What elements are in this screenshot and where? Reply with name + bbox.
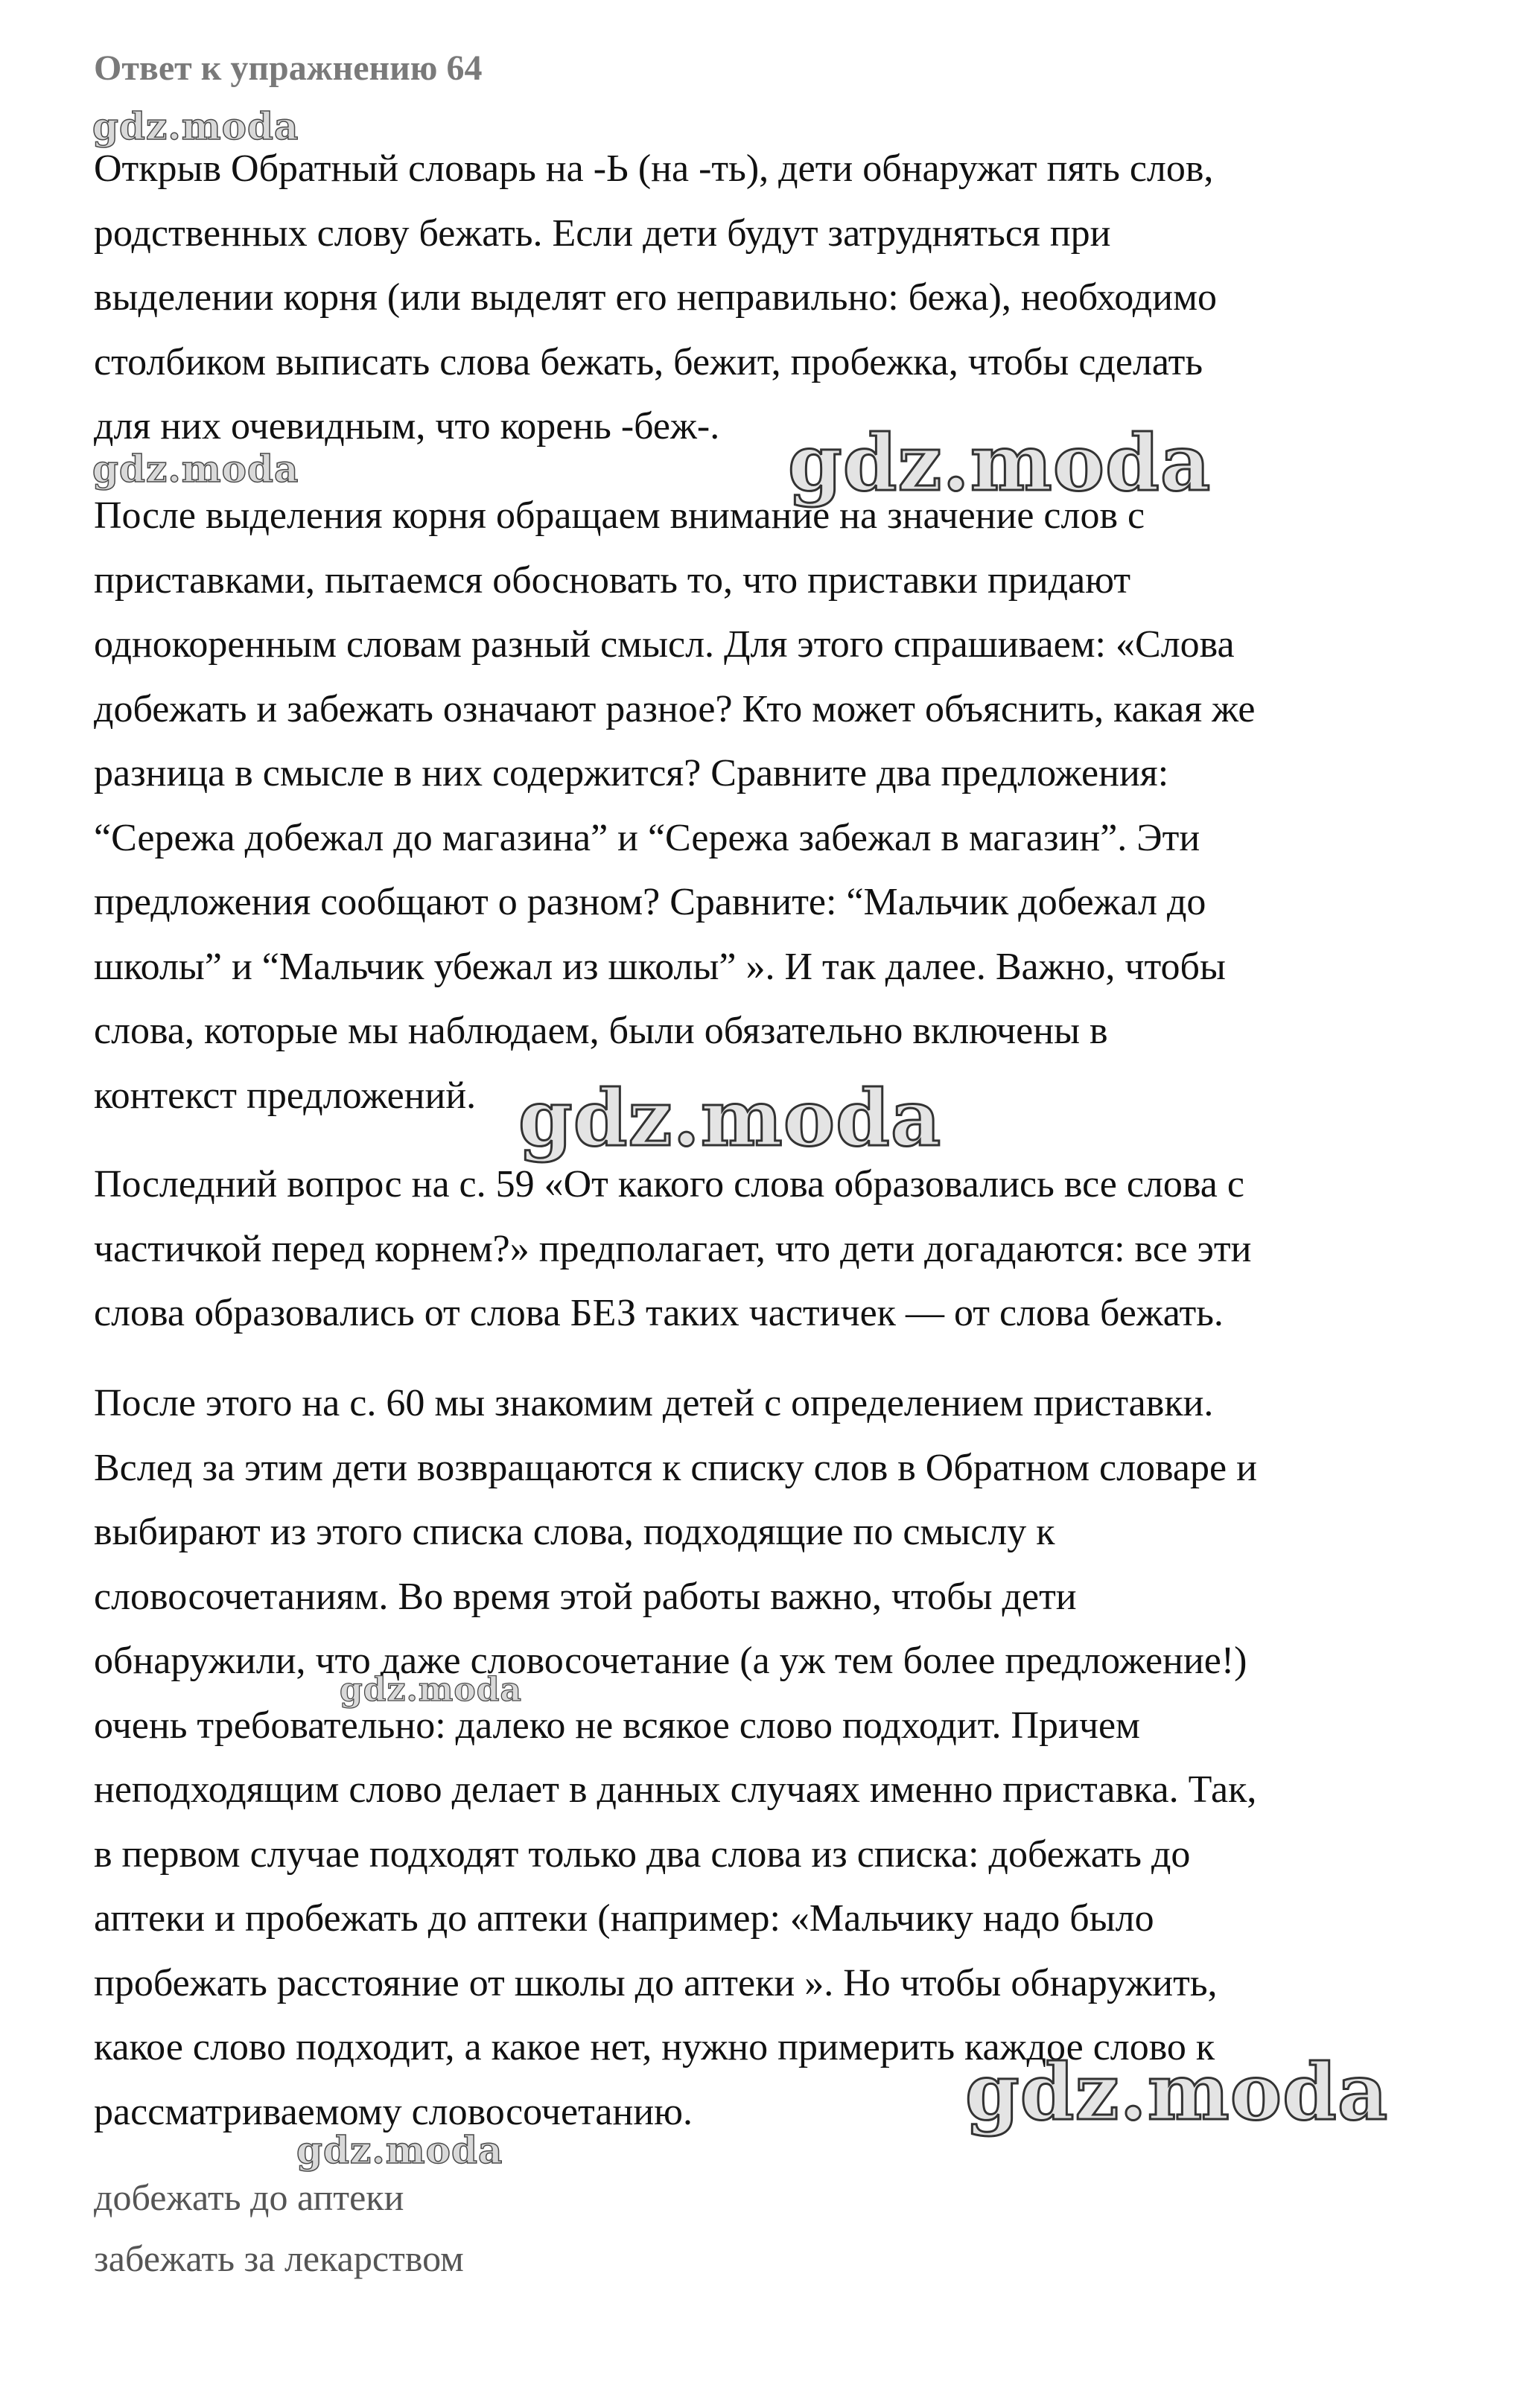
text-line: частичкой перед корнем?» предполагает, что дети догадаются: все эти	[94, 1227, 1252, 1270]
answer-line-1: добежать до аптеки	[94, 2176, 404, 2218]
text-line: столбиком выписать слова бежать, бежит, пробежка, чтобы сделать	[94, 340, 1203, 383]
watermark-logo: gdz.moda	[965, 2046, 1389, 2138]
watermark-logo: gdz.moda	[92, 447, 299, 491]
text-line: предложения сообщают о разном? Сравните: “Мальчик добежал до	[94, 881, 1206, 923]
watermark-logo: gdz.moda	[340, 1671, 523, 1709]
text-line: разница в смысле в них содержится? Сравните два предложения:	[94, 752, 1169, 794]
text-line: выбирают из этого списка слова, подходящие по смыслу к	[94, 1511, 1055, 1553]
text-line: обнаружили, что даже словосочетание (а уж тем более предложение!)	[94, 1640, 1247, 1682]
text-line: рассматриваемому словосочетанию.	[94, 2090, 693, 2133]
text-line: неподходящим слово делает в данных случаях именно приставка. Так,	[94, 1768, 1257, 1811]
text-line: для них очевидным, что корень -беж-.	[94, 405, 720, 447]
text-line: “Сережа добежал до магазина” и “Сережа забежал в магазин”. Эти	[94, 816, 1200, 859]
text-line: Вслед за этим дети возвращаются к списку слов в Обратном словаре и	[94, 1446, 1257, 1489]
watermark-logo: gdz.moda	[296, 2128, 503, 2172]
text-line: контекст предложений.	[94, 1074, 477, 1117]
watermark-logo: gdz.moda	[92, 104, 299, 148]
answer-line-2: забежать за лекарством	[94, 2237, 464, 2279]
text-line: После выделения корня обращаем внимание на значение слов с	[94, 494, 1145, 537]
text-line: После этого на с. 60 мы знакомим детей с определением приставки.	[94, 1382, 1214, 1424]
paragraph-4	[94, 1372, 1434, 2144]
text-line: пробежать расстояние от школы до аптеки ». Но чтобы обнаружить,	[94, 1961, 1218, 2004]
text-line: добежать и забежать означают разное? Кто может объяснить, какая же	[94, 687, 1256, 730]
text-line: аптеки и пробежать до аптеки (например: «Мальчику надо было	[94, 1897, 1154, 1940]
paragraph-3	[94, 1153, 1434, 1346]
text-line: однокоренным словам разный смысл. Для этого спрашиваем: «Слова	[94, 623, 1235, 666]
watermark-logo: gdz.moda	[788, 417, 1212, 509]
text-line: какое слово подходит, а какое нет, нужно примерить каждое слово к	[94, 2026, 1215, 2068]
text-line: в первом случае подходят только два слова из списка: добежать до	[94, 1832, 1191, 1876]
page-title: Ответ к упражнению 64	[94, 48, 483, 88]
text-line: очень требовательно: далеко не всякое слово подходит. Причем	[94, 1704, 1140, 1747]
text-line: выделении корня (или выделят его неправильно: бежа), необходимо	[94, 276, 1217, 319]
text-line: Открыв Обратный словарь на -Ь (на -ть), дети обнаружат пять слов,	[94, 147, 1214, 190]
paragraph-2	[94, 484, 1434, 1128]
text-line: слова образовались от слова БЕЗ таких частичек — от слова бежать.	[94, 1292, 1224, 1334]
watermark-logo: gdz.moda	[518, 1072, 942, 1164]
text-line: слова, которые мы наблюдаем, были обязательно включены в	[94, 1010, 1108, 1052]
text-line: Последний вопрос на с. 59 «От какого слова образовались все слова с	[94, 1163, 1244, 1205]
text-line: словосочетаниям. Во время этой работы важно, чтобы дети	[94, 1575, 1077, 1618]
text-line: школы” и “Мальчик убежал из школы” ». И так далее. Важно, чтобы	[94, 945, 1226, 988]
paragraph-1	[94, 137, 1434, 459]
text-line: родственных слову бежать. Если дети будут затрудняться при	[94, 211, 1111, 255]
text-line: приставками, пытаемся обосновать то, что приставки придают	[94, 558, 1131, 602]
